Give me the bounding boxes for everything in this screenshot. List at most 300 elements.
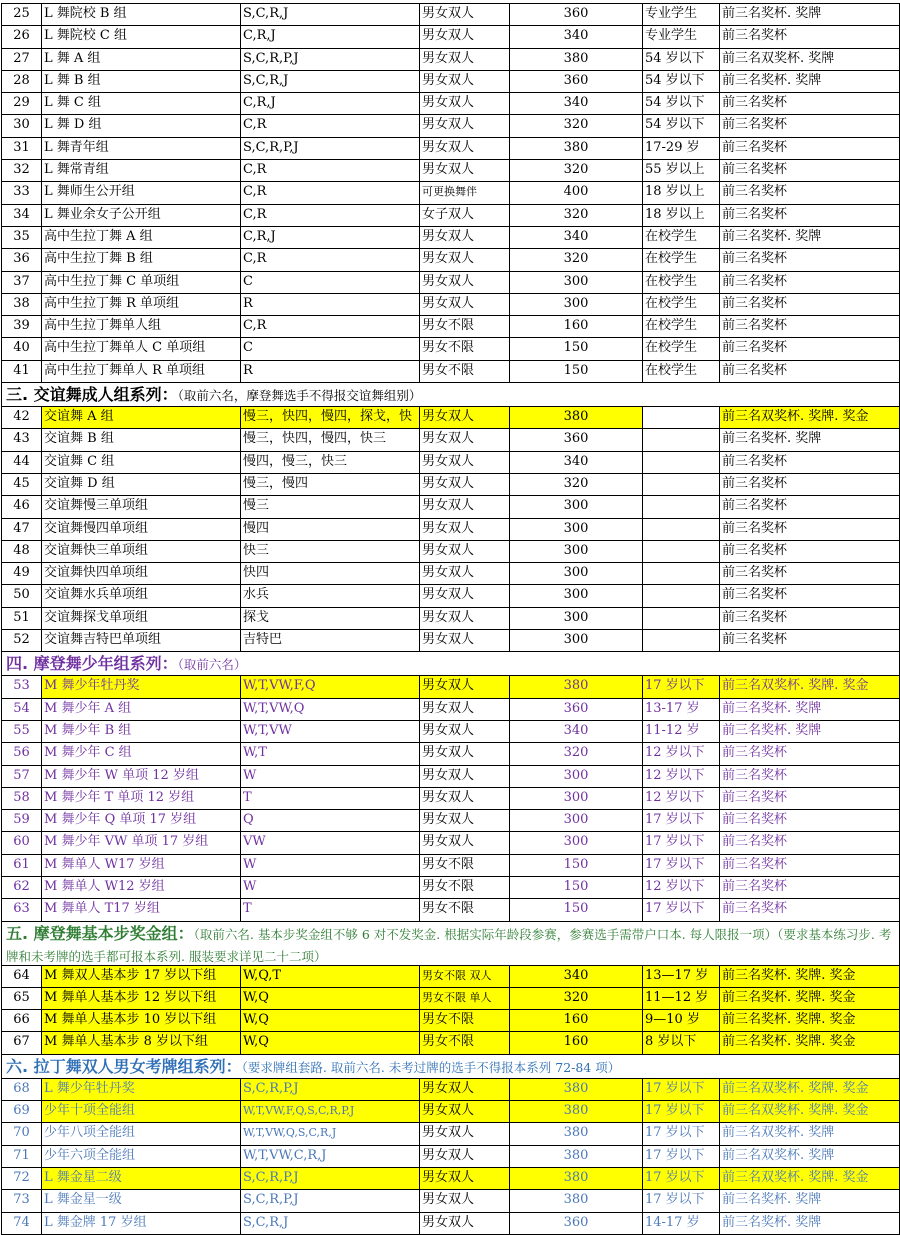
- row-number-cell: 30: [2, 115, 42, 136]
- dances-cell: W,Q: [241, 988, 420, 1009]
- prize-cell: 前三名奖杯: [720, 630, 900, 651]
- fee-cell: 400: [510, 182, 643, 203]
- dances-cell: R: [241, 361, 420, 382]
- row-number-cell: 67: [2, 1032, 42, 1053]
- dances-cell: W,T,VW,C,R,J: [241, 1146, 420, 1167]
- row-number-cell: 69: [2, 1101, 42, 1122]
- row-number-cell: 32: [2, 160, 42, 181]
- pairing-cell: 男女双人: [420, 294, 510, 315]
- dances-cell: S,C,R,P,J: [241, 138, 420, 159]
- group-name-cell: 交谊舞 C 组: [42, 452, 241, 473]
- section-header-modern-basic: [2, 922, 900, 966]
- pairing-cell: 男女双人: [420, 519, 510, 540]
- pairing-cell: 男女双人: [420, 1168, 510, 1189]
- fee-cell: 360: [510, 429, 643, 450]
- group-name-cell: L 舞 B 组: [42, 71, 241, 92]
- table-row: [2, 272, 900, 294]
- dances-cell: VW: [241, 832, 420, 853]
- group-name-cell: 交谊舞快三单项组: [42, 541, 241, 562]
- dances-cell: T: [241, 788, 420, 809]
- table-row: [2, 585, 900, 607]
- group-name-cell: M 舞少年 Q 单项 17 岁组: [42, 810, 241, 831]
- pairing-cell: 男女双人: [420, 227, 510, 248]
- group-name-cell: 高中生拉丁舞单人 C 单项组: [42, 338, 241, 359]
- group-name-cell: 少年六项全能组: [42, 1146, 241, 1167]
- group-name-cell: L 舞 C 组: [42, 93, 241, 114]
- dances-cell: C,R,J: [241, 26, 420, 47]
- row-number-cell: 63: [2, 899, 42, 920]
- pairing-cell: 男女双人: [420, 630, 510, 651]
- group-name-cell: M 舞少年 C 组: [42, 743, 241, 764]
- fee-cell: 300: [510, 788, 643, 809]
- table-row: [2, 721, 900, 743]
- age-limit-cell: 专业学生: [643, 4, 720, 25]
- group-name-cell: L 舞青年组: [42, 138, 241, 159]
- group-name-cell: 高中生拉丁舞单人 R 单项组: [42, 361, 241, 382]
- pairing-cell: 男女双人: [420, 676, 510, 697]
- pairing-cell: 男女双人: [420, 832, 510, 853]
- fee-cell: 340: [510, 227, 643, 248]
- dances-cell: 慢三，快四，慢四，探戈，快: [241, 407, 420, 428]
- age-limit-cell: [643, 474, 720, 495]
- group-name-cell: L 舞 A 组: [42, 49, 241, 70]
- prize-cell: 前三名奖杯. 奖牌. 奖金: [720, 1032, 900, 1053]
- row-number-cell: 65: [2, 988, 42, 1009]
- prize-cell: 前三名奖杯: [720, 294, 900, 315]
- section-header-modern-youth: [2, 652, 900, 676]
- prize-cell: 前三名奖杯: [720, 899, 900, 920]
- pairing-cell: 男女双人: [420, 93, 510, 114]
- group-name-cell: 高中生拉丁舞单人组: [42, 316, 241, 337]
- prize-cell: 前三名奖杯: [720, 160, 900, 181]
- age-limit-cell: 17 岁以下: [643, 1146, 720, 1167]
- fee-cell: 380: [510, 1168, 643, 1189]
- table-row: [2, 1101, 900, 1123]
- fee-cell: 300: [510, 294, 643, 315]
- fee-cell: 300: [510, 630, 643, 651]
- prize-cell: 前三名奖杯: [720, 743, 900, 764]
- pairing-cell: 男女双人: [420, 1190, 510, 1211]
- fee-cell: 320: [510, 205, 643, 226]
- dances-cell: W,T,VW: [241, 721, 420, 742]
- dances-cell: C,R: [241, 249, 420, 270]
- row-number-cell: 48: [2, 541, 42, 562]
- prize-cell: 前三名双奖杯. 奖牌: [720, 1123, 900, 1144]
- group-name-cell: 交谊舞慢四单项组: [42, 519, 241, 540]
- age-limit-cell: 8 岁以下: [643, 1032, 720, 1053]
- age-limit-cell: 17 岁以下: [643, 1123, 720, 1144]
- pairing-cell: 男女不限: [420, 877, 510, 898]
- group-name-cell: 交谊舞 B 组: [42, 429, 241, 450]
- modern-youth-block: [2, 676, 900, 921]
- dances-cell: C,R: [241, 160, 420, 181]
- pairing-cell: 男女双人: [420, 4, 510, 25]
- group-name-cell: M 舞少年 VW 单项 17 岁组: [42, 832, 241, 853]
- row-number-cell: 39: [2, 316, 42, 337]
- row-number-cell: 36: [2, 249, 42, 270]
- dances-cell: T: [241, 899, 420, 920]
- dances-cell: 慢三，快四，慢四，快三: [241, 429, 420, 450]
- prize-cell: 前三名奖杯: [720, 855, 900, 876]
- age-limit-cell: 17 岁以下: [643, 1168, 720, 1189]
- section-note: （要求牌组套路. 取前六名. 未考过牌的选手不得报本系列 72-84 项）: [241, 1059, 621, 1075]
- row-number-cell: 74: [2, 1213, 42, 1234]
- fee-cell: 360: [510, 699, 643, 720]
- dances-cell: 吉特巴: [241, 630, 420, 651]
- age-limit-cell: 专业学生: [643, 26, 720, 47]
- fee-cell: 300: [510, 832, 643, 853]
- group-name-cell: 交谊舞吉特巴单项组: [42, 630, 241, 651]
- row-number-cell: 55: [2, 721, 42, 742]
- age-limit-cell: 12 岁以下: [643, 743, 720, 764]
- table-row: [2, 338, 900, 360]
- row-number-cell: 62: [2, 877, 42, 898]
- fee-cell: 380: [510, 1146, 643, 1167]
- group-name-cell: 少年八项全能组: [42, 1123, 241, 1144]
- row-number-cell: 66: [2, 1010, 42, 1031]
- age-limit-cell: 在校学生: [643, 294, 720, 315]
- row-number-cell: 53: [2, 676, 42, 697]
- dances-cell: S,C,R,P,J: [241, 1079, 420, 1100]
- modern-basic-block: [2, 966, 900, 1055]
- fee-cell: 380: [510, 1101, 643, 1122]
- prize-cell: 前三名奖杯: [720, 138, 900, 159]
- pairing-cell: 男女双人: [420, 585, 510, 606]
- prize-cell: 前三名奖杯. 奖牌. 奖金: [720, 966, 900, 987]
- table-row: [2, 316, 900, 338]
- fee-cell: 340: [510, 721, 643, 742]
- row-number-cell: 52: [2, 630, 42, 651]
- pairing-cell: 男女双人: [420, 407, 510, 428]
- table-row: [2, 249, 900, 271]
- age-limit-cell: 11—12 岁: [643, 988, 720, 1009]
- table-row: [2, 138, 900, 160]
- table-row: [2, 407, 900, 429]
- table-row: [2, 115, 900, 137]
- pairing-cell: 男女不限: [420, 338, 510, 359]
- section-header-ballroom-adult: [2, 383, 900, 407]
- fee-cell: 320: [510, 988, 643, 1009]
- pairing-cell: 男女双人: [420, 721, 510, 742]
- group-name-cell: 少年十项全能组: [42, 1101, 241, 1122]
- age-limit-cell: 17 岁以下: [643, 1190, 720, 1211]
- row-number-cell: 54: [2, 699, 42, 720]
- row-number-cell: 34: [2, 205, 42, 226]
- row-number-cell: 31: [2, 138, 42, 159]
- pairing-cell: 男女双人: [420, 49, 510, 70]
- dances-cell: W: [241, 766, 420, 787]
- table-row: [2, 699, 900, 721]
- fee-cell: 340: [510, 452, 643, 473]
- row-number-cell: 40: [2, 338, 42, 359]
- fee-cell: 340: [510, 966, 643, 987]
- age-limit-cell: [643, 452, 720, 473]
- dances-cell: W,T,VW,F,Q,S,C,R,P,J: [241, 1101, 420, 1122]
- row-number-cell: 44: [2, 452, 42, 473]
- fee-cell: 160: [510, 1032, 643, 1053]
- table-row: [2, 1123, 900, 1145]
- table-row: [2, 361, 900, 383]
- table-row: [2, 832, 900, 854]
- table-row: [2, 182, 900, 204]
- age-limit-cell: 13—17 岁: [643, 966, 720, 987]
- table-row: [2, 429, 900, 451]
- prize-cell: 前三名奖杯: [720, 541, 900, 562]
- table-row: [2, 205, 900, 227]
- pairing-cell: 男女双人: [420, 272, 510, 293]
- age-limit-cell: 在校学生: [643, 361, 720, 382]
- row-number-cell: 73: [2, 1190, 42, 1211]
- group-name-cell: M 舞单人 W17 岁组: [42, 855, 241, 876]
- age-limit-cell: 14-17 岁: [643, 1213, 720, 1234]
- prize-cell: 前三名双奖杯. 奖牌. 奖金: [720, 676, 900, 697]
- table-row: [2, 563, 900, 585]
- dances-cell: W,Q: [241, 1032, 420, 1053]
- dances-cell: C: [241, 338, 420, 359]
- prize-cell: 前三名奖杯: [720, 608, 900, 629]
- age-limit-cell: 54 岁以下: [643, 115, 720, 136]
- prize-cell: 前三名奖杯: [720, 182, 900, 203]
- pairing-cell: 男女双人: [420, 699, 510, 720]
- fee-cell: 300: [510, 496, 643, 517]
- group-name-cell: M 舞单人 W12 岁组: [42, 877, 241, 898]
- fee-cell: 150: [510, 361, 643, 382]
- row-number-cell: 61: [2, 855, 42, 876]
- fee-cell: 300: [510, 608, 643, 629]
- row-number-cell: 70: [2, 1123, 42, 1144]
- table-row: [2, 608, 900, 630]
- dances-cell: S,C,R,P,J: [241, 49, 420, 70]
- age-limit-cell: 12 岁以下: [643, 877, 720, 898]
- competition-table: [1, 3, 900, 1235]
- dances-cell: 慢三: [241, 496, 420, 517]
- pairing-cell: 男女双人: [420, 810, 510, 831]
- prize-cell: 前三名双奖杯. 奖牌: [720, 1146, 900, 1167]
- dances-cell: C,R: [241, 115, 420, 136]
- dances-cell: W: [241, 855, 420, 876]
- row-number-cell: 60: [2, 832, 42, 853]
- group-name-cell: L 舞少年牡丹奖: [42, 1079, 241, 1100]
- table-row: [2, 160, 900, 182]
- group-name-cell: 高中生拉丁舞 R 单项组: [42, 294, 241, 315]
- pairing-cell: 男女不限 双人: [420, 966, 510, 987]
- section-header-latin-grade: [2, 1055, 900, 1079]
- group-name-cell: L 舞常青组: [42, 160, 241, 181]
- table-row: [2, 26, 900, 48]
- pairing-cell: 男女双人: [420, 138, 510, 159]
- table-row: [2, 519, 900, 541]
- row-number-cell: 28: [2, 71, 42, 92]
- prize-cell: 前三名奖杯: [720, 788, 900, 809]
- dances-cell: 快三: [241, 541, 420, 562]
- fee-cell: 150: [510, 855, 643, 876]
- age-limit-cell: 在校学生: [643, 338, 720, 359]
- group-name-cell: L 舞院校 C 组: [42, 26, 241, 47]
- fee-cell: 300: [510, 585, 643, 606]
- pairing-cell: 男女双人: [420, 474, 510, 495]
- dances-cell: C,R,J: [241, 93, 420, 114]
- table-row: [2, 988, 900, 1010]
- row-number-cell: 72: [2, 1168, 42, 1189]
- pairing-cell: 男女双人: [420, 429, 510, 450]
- row-number-cell: 43: [2, 429, 42, 450]
- prize-cell: 前三名奖杯: [720, 810, 900, 831]
- group-name-cell: L 舞 D 组: [42, 115, 241, 136]
- dances-cell: S,C,R,J: [241, 1213, 420, 1234]
- pairing-cell: 男女不限: [420, 361, 510, 382]
- ballroom-adult-block: [2, 407, 900, 652]
- section-title: 三. 交谊舞成人组系列：: [6, 385, 178, 405]
- dances-cell: W,Q,T: [241, 966, 420, 987]
- age-limit-cell: 12 岁以下: [643, 788, 720, 809]
- row-number-cell: 56: [2, 743, 42, 764]
- fee-cell: 160: [510, 316, 643, 337]
- age-limit-cell: 17-29 岁: [643, 138, 720, 159]
- group-name-cell: M 舞少年 B 组: [42, 721, 241, 742]
- pairing-cell: 男女双人: [420, 115, 510, 136]
- table-row: [2, 474, 900, 496]
- group-name-cell: 高中生拉丁舞 C 单项组: [42, 272, 241, 293]
- row-number-cell: 41: [2, 361, 42, 382]
- pairing-cell: 男女双人: [420, 160, 510, 181]
- dances-cell: C,R: [241, 316, 420, 337]
- dances-cell: 慢四: [241, 519, 420, 540]
- pairing-cell: 男女双人: [420, 26, 510, 47]
- table-row: [2, 93, 900, 115]
- prize-cell: 前三名奖杯. 奖牌: [720, 429, 900, 450]
- age-limit-cell: 17 岁以下: [643, 1101, 720, 1122]
- pairing-cell: 男女双人: [420, 788, 510, 809]
- pairing-cell: 男女双人: [420, 1123, 510, 1144]
- group-name-cell: L 舞业余女子公开组: [42, 205, 241, 226]
- age-limit-cell: 在校学生: [643, 316, 720, 337]
- dances-cell: R: [241, 294, 420, 315]
- age-limit-cell: 18 岁以上: [643, 205, 720, 226]
- prize-cell: 前三名奖杯: [720, 877, 900, 898]
- fee-cell: 340: [510, 93, 643, 114]
- row-number-cell: 26: [2, 26, 42, 47]
- table-row: [2, 766, 900, 788]
- age-limit-cell: 在校学生: [643, 227, 720, 248]
- prize-cell: 前三名奖杯: [720, 115, 900, 136]
- prize-cell: 前三名奖杯: [720, 26, 900, 47]
- row-number-cell: 27: [2, 49, 42, 70]
- table-row: [2, 227, 900, 249]
- row-number-cell: 58: [2, 788, 42, 809]
- group-name-cell: M 舞少年 T 单项 12 岁组: [42, 788, 241, 809]
- row-number-cell: 38: [2, 294, 42, 315]
- age-limit-cell: 54 岁以下: [643, 71, 720, 92]
- group-name-cell: L 舞金牌 17 岁组: [42, 1213, 241, 1234]
- fee-cell: 160: [510, 1010, 643, 1031]
- pairing-cell: 男女不限: [420, 316, 510, 337]
- table-row: [2, 1168, 900, 1190]
- prize-cell: 前三名奖杯: [720, 496, 900, 517]
- latin-grade-block: [2, 1079, 900, 1235]
- dances-cell: 水兵: [241, 585, 420, 606]
- group-name-cell: M 舞单人基本步 8 岁以下组: [42, 1032, 241, 1053]
- prize-cell: 前三名奖杯: [720, 205, 900, 226]
- group-name-cell: 高中生拉丁舞 B 组: [42, 249, 241, 270]
- table-row: [2, 1032, 900, 1054]
- fee-cell: 300: [510, 810, 643, 831]
- table-row: [2, 877, 900, 899]
- table-row: [2, 855, 900, 877]
- dances-cell: W,T,VW,Q,S,C,R,J: [241, 1123, 420, 1144]
- prize-cell: 前三名奖杯: [720, 316, 900, 337]
- table-row: [2, 71, 900, 93]
- fee-cell: 380: [510, 138, 643, 159]
- dances-cell: C,R: [241, 205, 420, 226]
- prize-cell: 前三名双奖杯. 奖牌. 奖金: [720, 407, 900, 428]
- group-name-cell: 交谊舞 D 组: [42, 474, 241, 495]
- row-number-cell: 50: [2, 585, 42, 606]
- age-limit-cell: [643, 563, 720, 584]
- row-number-cell: 68: [2, 1079, 42, 1100]
- fee-cell: 380: [510, 676, 643, 697]
- dances-cell: W,Q: [241, 1010, 420, 1031]
- dances-cell: W,T,VW,F,Q: [241, 676, 420, 697]
- prize-cell: 前三名奖杯. 奖牌: [720, 71, 900, 92]
- age-limit-cell: 18 岁以上: [643, 182, 720, 203]
- prize-cell: 前三名奖杯: [720, 563, 900, 584]
- prize-cell: 前三名奖杯: [720, 361, 900, 382]
- pairing-cell: 男女不限: [420, 1010, 510, 1031]
- table-row: [2, 1010, 900, 1032]
- table-row: [2, 49, 900, 71]
- group-name-cell: M 舞单人基本步 12 岁以下组: [42, 988, 241, 1009]
- group-name-cell: 交谊舞 A 组: [42, 407, 241, 428]
- age-limit-cell: 在校学生: [643, 249, 720, 270]
- age-limit-cell: 17 岁以下: [643, 676, 720, 697]
- table-row: [2, 630, 900, 652]
- group-name-cell: L 舞金星一级: [42, 1190, 241, 1211]
- prize-cell: 前三名奖杯: [720, 519, 900, 540]
- prize-cell: 前三名奖杯. 奖牌: [720, 1190, 900, 1211]
- age-limit-cell: 54 岁以下: [643, 49, 720, 70]
- age-limit-cell: 54 岁以下: [643, 93, 720, 114]
- prize-cell: 前三名奖杯. 奖牌: [720, 227, 900, 248]
- table-row: [2, 788, 900, 810]
- dances-cell: 慢三，慢四: [241, 474, 420, 495]
- table-row: [2, 1190, 900, 1212]
- dances-cell: 慢四，慢三，快三: [241, 452, 420, 473]
- dances-cell: Q: [241, 810, 420, 831]
- group-name-cell: M 舞少年牡丹奖: [42, 676, 241, 697]
- table-row: [2, 4, 900, 26]
- pairing-cell: 男女不限: [420, 899, 510, 920]
- age-limit-cell: 17 岁以下: [643, 855, 720, 876]
- pairing-cell: 男女双人: [420, 743, 510, 764]
- section-title: 六. 拉丁舞双人男女考牌组系列：: [6, 1056, 242, 1076]
- table-row: [2, 1146, 900, 1168]
- fee-cell: 320: [510, 249, 643, 270]
- latin-group-block: [2, 4, 900, 383]
- pairing-cell: 男女双人: [420, 71, 510, 92]
- fee-cell: 340: [510, 26, 643, 47]
- age-limit-cell: [643, 429, 720, 450]
- fee-cell: 300: [510, 541, 643, 562]
- table-row: [2, 1213, 900, 1235]
- prize-cell: 前三名奖杯: [720, 832, 900, 853]
- pairing-cell: 男女双人: [420, 1146, 510, 1167]
- pairing-cell: 男女双人: [420, 766, 510, 787]
- fee-cell: 360: [510, 71, 643, 92]
- pairing-cell: 男女双人: [420, 452, 510, 473]
- row-number-cell: 64: [2, 966, 42, 987]
- fee-cell: 150: [510, 338, 643, 359]
- age-limit-cell: 17 岁以下: [643, 832, 720, 853]
